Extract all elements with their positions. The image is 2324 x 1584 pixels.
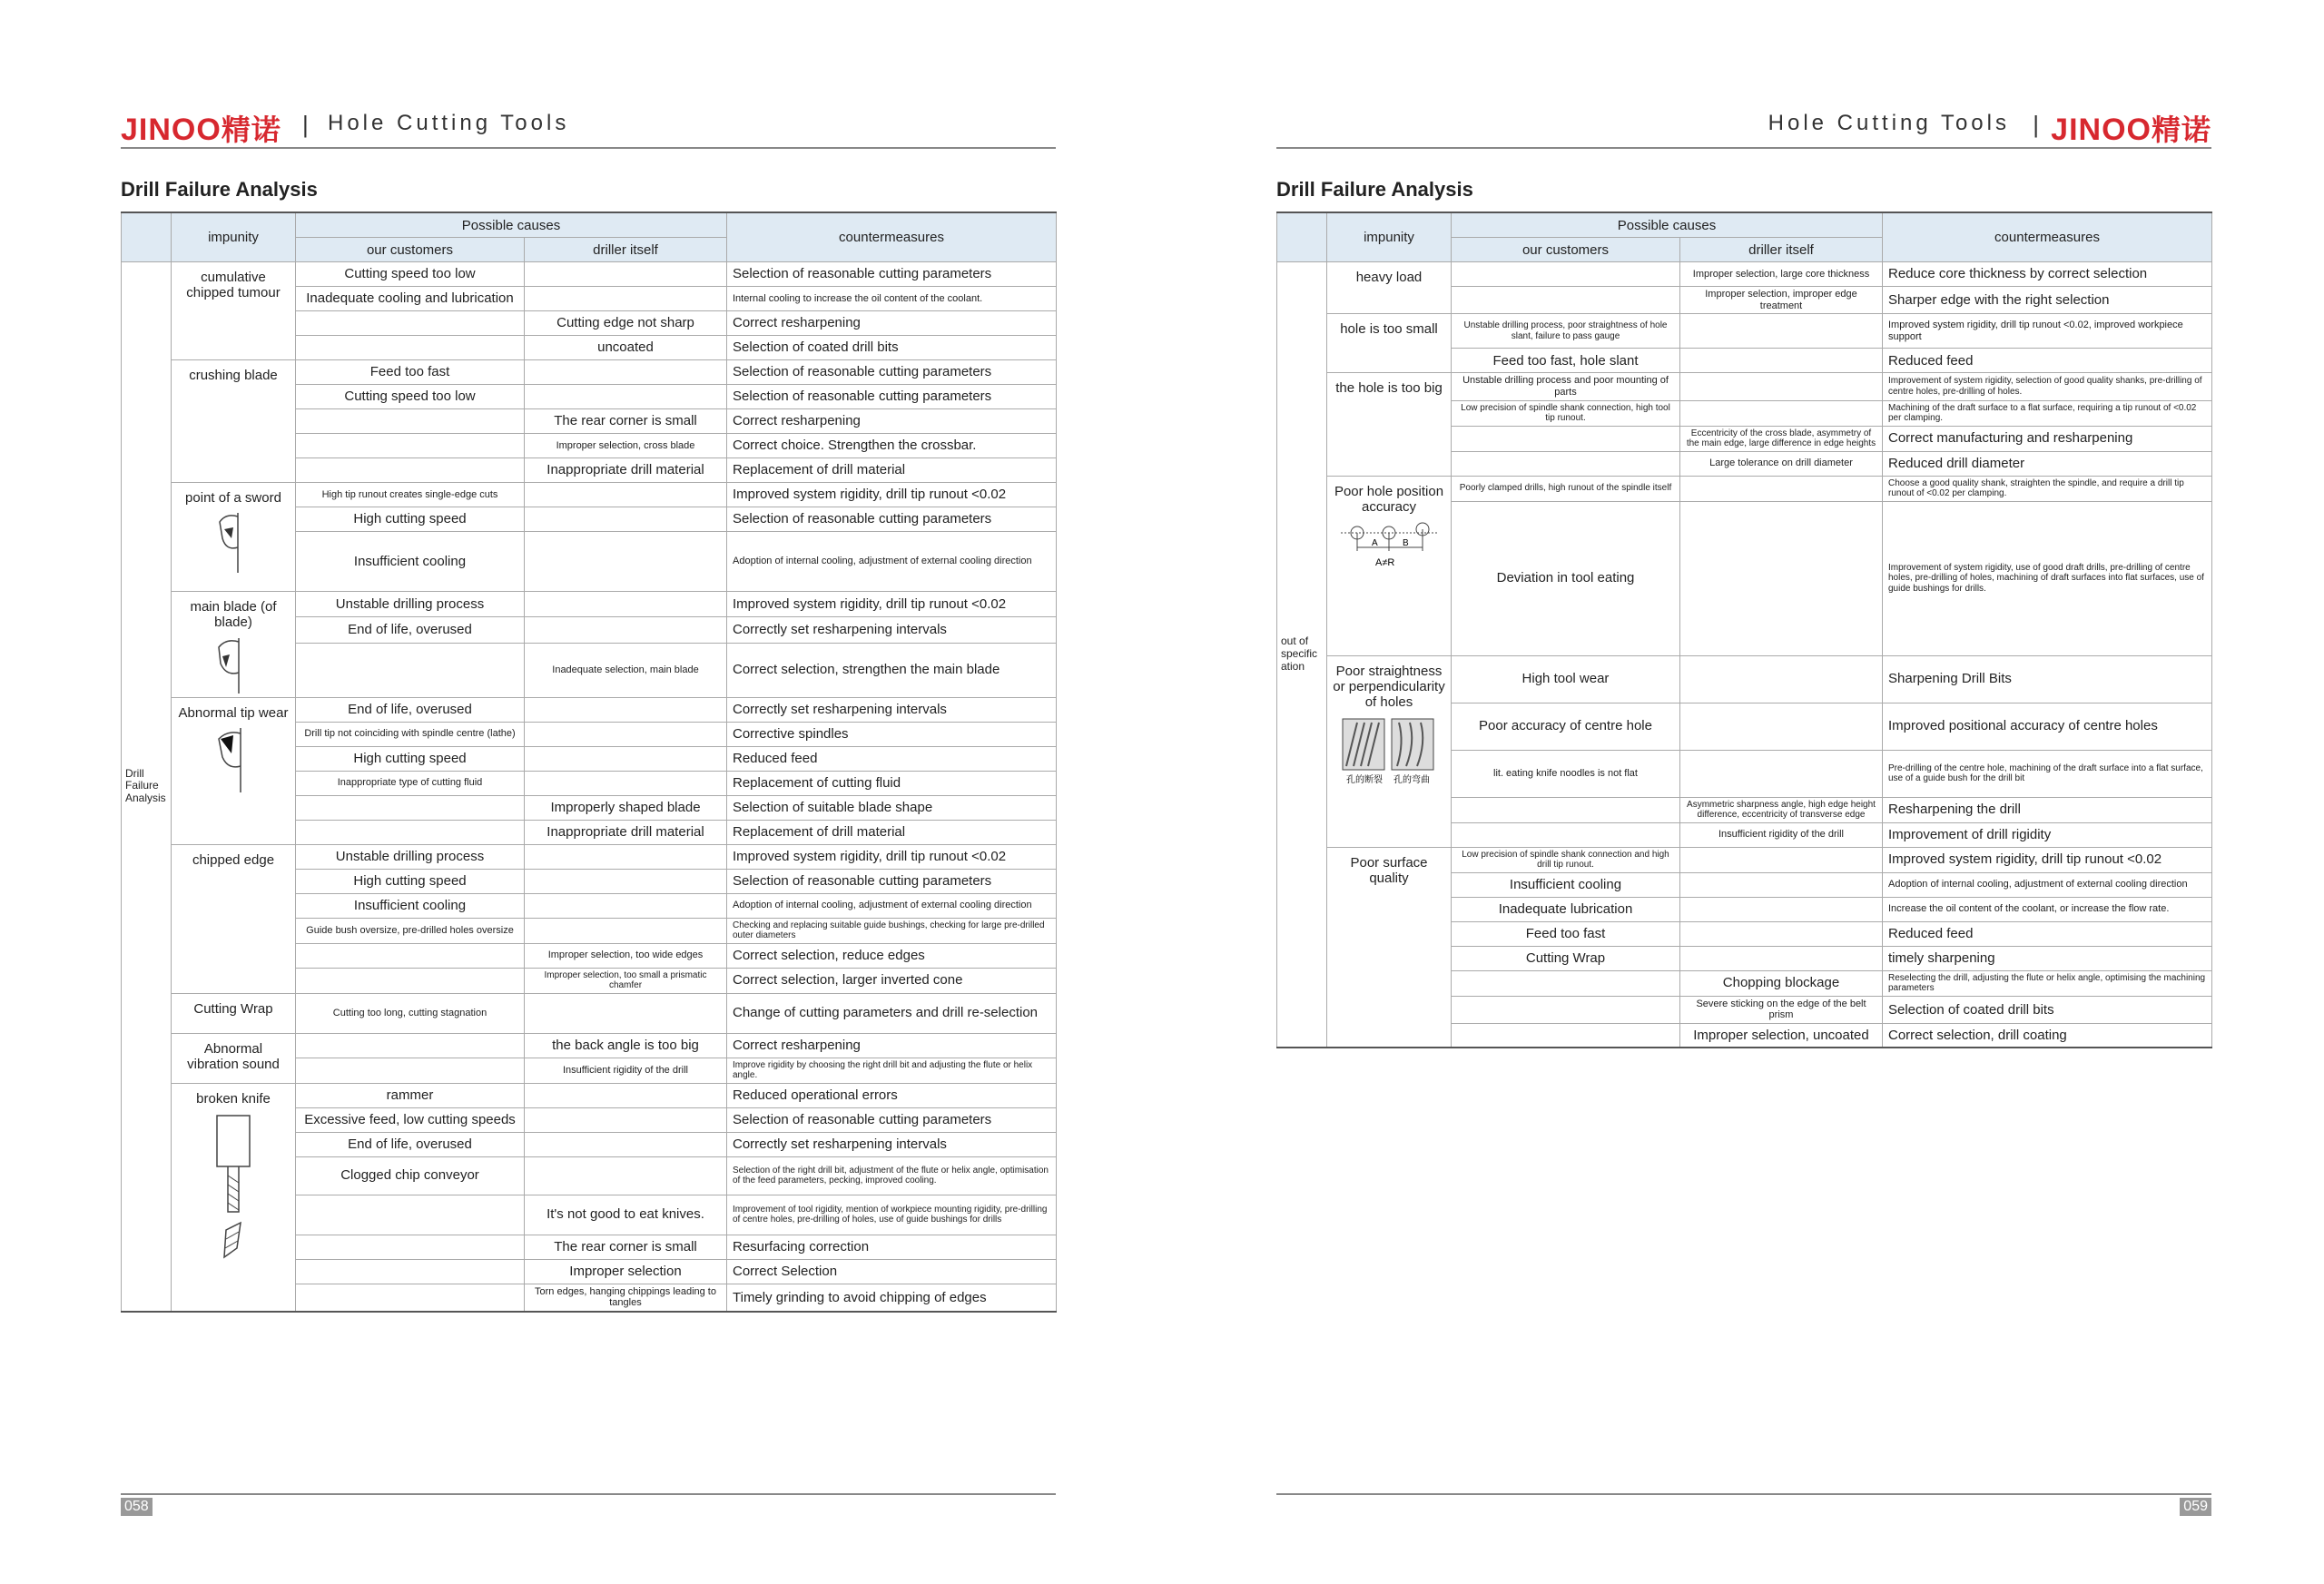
countermeasure-cell: Reduced feed	[727, 746, 1057, 771]
header-blank	[122, 212, 172, 262]
countermeasure-cell: Selection of reasonable cutting parameters	[727, 385, 1057, 409]
header-driller-itself: driller itself	[525, 238, 727, 262]
header-possible-causes: Possible causes	[1452, 212, 1883, 238]
svg-text:孔的断裂: 孔的断裂	[1346, 775, 1383, 786]
impunity-label: hole is too small	[1340, 321, 1438, 338]
cause-customer-cell: High cutting speed	[296, 746, 525, 771]
cause-driller-cell: Improper selection, improper edge treatment	[1680, 287, 1883, 314]
cause-driller-cell: Insufficient rigidity of the drill	[1680, 822, 1883, 847]
cause-driller-cell	[1680, 476, 1883, 501]
cause-driller-cell	[1680, 847, 1883, 872]
cause-customer-cell: Unstable drilling process	[296, 844, 525, 869]
impunity-cell	[172, 592, 296, 698]
cause-driller-cell: Improperly shaped blade	[525, 795, 727, 820]
cause-driller-cell: Asymmetric sharpness angle, high edge height difference, eccentricity of transverse edge	[1680, 797, 1883, 822]
cause-driller-cell	[525, 1132, 727, 1156]
cause-driller-cell: the back angle is too big	[525, 1033, 727, 1058]
table-row	[122, 262, 1057, 287]
cause-customer-cell	[296, 1284, 525, 1312]
page-header	[121, 102, 1056, 149]
countermeasure-cell: Choose a good quality shank, straighten the spindle, and require a drill tip runout of <0.02 per clamping.	[1883, 476, 2212, 501]
cause-customer-cell	[296, 1259, 525, 1284]
cause-customer-cell	[296, 434, 525, 458]
cause-driller-cell: Improper selection, too wide edges	[525, 943, 727, 968]
impunity-label: broken knife	[196, 1090, 271, 1107]
countermeasure-cell: Improved system rigidity, drill tip runout <0.02	[727, 592, 1057, 617]
cause-driller-cell	[1680, 314, 1883, 349]
header-blank	[1277, 212, 1327, 262]
cause-customer-cell: Clogged chip conveyor	[296, 1156, 525, 1195]
countermeasure-cell: Sharper edge with the right selection	[1883, 287, 2212, 314]
table-row	[1277, 655, 2212, 703]
cause-driller-cell	[525, 918, 727, 943]
countermeasure-cell: Reduced feed	[1883, 921, 2212, 946]
countermeasure-cell: Internal cooling to increase the oil content of the coolant.	[727, 287, 1057, 311]
cause-customer-cell: Cutting speed too low	[296, 385, 525, 409]
cause-driller-cell	[1680, 400, 1883, 426]
countermeasure-cell: Improve rigidity by choosing the right drill bit and adjusting the flute or helix angle.	[727, 1058, 1057, 1083]
cause-driller-cell	[525, 360, 727, 385]
cause-driller-cell: Eccentricity of the cross blade, asymmetry of the main edge, large difference in edge heights	[1680, 426, 1883, 451]
cause-customer-cell: Feed too fast	[296, 360, 525, 385]
right-page	[1276, 0, 2211, 1584]
cause-customer-cell: High cutting speed	[296, 507, 525, 532]
cause-driller-cell: Improper selection	[525, 1259, 727, 1284]
cause-customer-cell: Guide bush oversize, pre-drilled holes oversize	[296, 918, 525, 943]
countermeasure-cell: Correct selection, drill coating	[1883, 1023, 2212, 1048]
impunity-label: Abnormal vibration sound	[187, 1040, 280, 1072]
cause-customer-cell: Inappropriate type of cutting fluid	[296, 771, 525, 795]
cause-driller-cell	[525, 869, 727, 893]
cause-driller-cell	[525, 993, 727, 1033]
header-title: Hole Cutting Tools	[1768, 111, 2010, 135]
countermeasure-cell: Improved system rigidity, drill tip runout <0.02	[727, 483, 1057, 507]
header-impunity: impunity	[172, 212, 296, 262]
countermeasure-cell: Corrective spindles	[727, 722, 1057, 746]
cause-customer-cell: End of life, overused	[296, 697, 525, 722]
cause-driller-cell	[1680, 349, 1883, 373]
cause-driller-cell	[525, 262, 727, 287]
cause-customer-cell: Inadequate cooling and lubrication	[296, 287, 525, 311]
cause-driller-cell	[525, 287, 727, 311]
countermeasure-cell: Correct resharpening	[727, 1033, 1057, 1058]
countermeasure-cell: Improvement of system rigidity, selection of good quality shanks, pre-drilling of centre holes, pre-drilling of holes.	[1883, 373, 2212, 400]
countermeasure-cell: Increase the oil content of the coolant, or increase the flow rate.	[1883, 897, 2212, 921]
countermeasure-cell: Reduced operational errors	[727, 1083, 1057, 1107]
page-number: 059	[2180, 1498, 2211, 1516]
cause-customer-cell	[296, 1058, 525, 1083]
table-row	[122, 993, 1057, 1033]
category-cell: out of specific ation	[1277, 262, 1327, 1048]
drill-tip-illustration	[206, 511, 261, 575]
countermeasure-cell: Resurfacing correction	[727, 1235, 1057, 1259]
countermeasure-cell: Selection of suitable blade shape	[727, 795, 1057, 820]
section-title: Drill Failure Analysis	[121, 178, 318, 201]
broken-drill-illustration	[206, 1112, 261, 1266]
cause-customer-cell	[296, 458, 525, 483]
cause-driller-cell	[525, 893, 727, 918]
countermeasure-cell: timely sharpening	[1883, 946, 2212, 970]
impunity-cell	[1327, 847, 1452, 1048]
countermeasure-cell: Reduce core thickness by correct selection	[1883, 262, 2212, 287]
cause-driller-cell	[525, 697, 727, 722]
countermeasure-cell: Correct manufacturing and resharpening	[1883, 426, 2212, 451]
countermeasure-cell: Replacement of drill material	[727, 458, 1057, 483]
cause-customer-cell: Poorly clamped drills, high runout of the spindle itself	[1452, 476, 1680, 501]
cause-customer-cell: Unstable drilling process	[296, 592, 525, 617]
countermeasure-cell: Correctly set resharpening intervals	[727, 617, 1057, 643]
countermeasure-cell: Correct choice. Strengthen the crossbar.	[727, 434, 1057, 458]
countermeasure-cell: Selection of coated drill bits	[1883, 996, 2212, 1023]
jinoo-logo: JINOO精诺	[121, 113, 281, 147]
table-row	[122, 483, 1057, 507]
cause-driller-cell	[1680, 501, 1883, 655]
cause-driller-cell	[1680, 872, 1883, 897]
cause-customer-cell: Inadequate lubrication	[1452, 897, 1680, 921]
impunity-cell	[172, 1083, 296, 1312]
countermeasure-cell: Correct selection, strengthen the main blade	[727, 643, 1057, 697]
countermeasure-cell: Adoption of internal cooling, adjustment of external cooling direction	[1883, 872, 2212, 897]
drill-tip-wear-illustration	[206, 726, 261, 794]
cause-customer-cell	[1452, 262, 1680, 287]
page-header	[1276, 102, 2211, 149]
cause-customer-cell	[1452, 1023, 1680, 1048]
impunity-label: Poor surface quality	[1350, 854, 1428, 886]
cause-customer-cell	[1452, 426, 1680, 451]
failure-table-right	[1276, 212, 2212, 1048]
cause-driller-cell: uncoated	[525, 336, 727, 360]
impunity-label: cumulative chipped tumour	[186, 270, 281, 301]
countermeasure-cell: Replacement of drill material	[727, 820, 1057, 844]
impunity-cell	[172, 483, 296, 592]
header-impunity: impunity	[1327, 212, 1452, 262]
impunity-label: point of a sword	[185, 490, 281, 506]
cause-customer-cell	[296, 968, 525, 993]
table-row	[122, 1083, 1057, 1107]
svg-text:A: A	[1372, 538, 1378, 549]
impunity-cell	[1327, 373, 1452, 476]
cause-customer-cell: Low precision of spindle shank connection and high drill tip runout.	[1452, 847, 1680, 872]
header-separator: |	[2033, 111, 2039, 138]
impunity-cell	[1327, 314, 1452, 373]
header-title: Hole Cutting Tools	[328, 111, 570, 135]
countermeasure-cell: Reselecting the drill, adjusting the flute or helix angle, optimising the machining parameters	[1883, 970, 2212, 996]
table-row	[122, 592, 1057, 617]
cause-driller-cell: Inadequate selection, main blade	[525, 643, 727, 697]
impunity-label: heavy load	[1355, 270, 1423, 285]
cause-customer-cell	[296, 336, 525, 360]
countermeasure-cell: Improved system rigidity, drill tip runout <0.02	[1883, 847, 2212, 872]
cause-driller-cell	[1680, 373, 1883, 400]
impunity-cell	[172, 262, 296, 360]
cause-driller-cell	[525, 1156, 727, 1195]
countermeasure-cell: Correct Selection	[727, 1259, 1057, 1284]
cause-customer-cell: lit. eating knife noodles is not flat	[1452, 750, 1680, 797]
countermeasure-cell: Improvement of tool rigidity, mention of workpiece mounting rigidity, pre-drilling of centre holes, pre-drilling of holes, use of guide bushings for drills	[727, 1195, 1057, 1235]
cause-driller-cell: Improper selection, cross blade	[525, 434, 727, 458]
header-possible-causes: Possible causes	[296, 212, 727, 238]
cause-driller-cell: Improper selection, too small a prismatic chamfer	[525, 968, 727, 993]
impunity-cell	[1327, 262, 1452, 314]
cause-driller-cell	[1680, 921, 1883, 946]
cause-driller-cell	[525, 385, 727, 409]
table-row	[122, 1033, 1057, 1058]
countermeasure-cell: Correctly set resharpening intervals	[727, 697, 1057, 722]
cause-customer-cell	[296, 311, 525, 336]
drill-main-blade-illustration	[206, 636, 261, 695]
countermeasure-cell: Correct selection, larger inverted cone	[727, 968, 1057, 993]
cause-driller-cell	[1680, 655, 1883, 703]
impunity-label: chipped edge	[192, 851, 275, 868]
cause-driller-cell: Torn edges, hanging chippings leading to tangles	[525, 1284, 727, 1312]
cause-driller-cell	[525, 507, 727, 532]
cause-driller-cell	[525, 771, 727, 795]
impunity-label: Poor straightness or perpendicularity of holes	[1333, 663, 1445, 711]
cause-customer-cell: Poor accuracy of centre hole	[1452, 703, 1680, 750]
cause-customer-cell: Drill tip not coinciding with spindle centre (lathe)	[296, 722, 525, 746]
countermeasure-cell: Selection of coated drill bits	[727, 336, 1057, 360]
cause-customer-cell	[296, 643, 525, 697]
impunity-cell	[172, 993, 296, 1033]
cause-driller-cell: The rear corner is small	[525, 1235, 727, 1259]
cause-customer-cell	[296, 943, 525, 968]
countermeasure-cell: Correct resharpening	[727, 409, 1057, 434]
cause-driller-cell: Improper selection, large core thickness	[1680, 262, 1883, 287]
countermeasure-cell: Resharpening the drill	[1883, 797, 2212, 822]
cause-driller-cell: Improper selection, uncoated	[1680, 1023, 1883, 1048]
impunity-label: Cutting Wrap	[193, 1000, 273, 1017]
svg-text:A≠R: A≠R	[1375, 557, 1395, 569]
cause-driller-cell: Large tolerance on drill diameter	[1680, 451, 1883, 476]
impunity-cell	[1327, 655, 1452, 847]
cause-customer-cell: Unstable drilling process and poor mounting of parts	[1452, 373, 1680, 400]
table-row	[122, 844, 1057, 869]
category-cell: Drill Failure Analysis	[122, 262, 172, 1312]
cause-driller-cell	[1680, 703, 1883, 750]
cause-customer-cell: Excessive feed, low cutting speeds	[296, 1107, 525, 1132]
cause-customer-cell: End of life, overused	[296, 617, 525, 643]
header-countermeasures: countermeasures	[727, 212, 1057, 262]
table-row	[1277, 476, 2212, 501]
countermeasure-cell: Improved system rigidity, drill tip runout <0.02	[727, 844, 1057, 869]
cause-customer-cell: Insufficient cooling	[296, 893, 525, 918]
cause-driller-cell	[525, 1083, 727, 1107]
cause-customer-cell: High cutting speed	[296, 869, 525, 893]
countermeasure-cell: Selection of the right drill bit, adjustment of the flute or helix angle, optimisation of the feed parameters, pecking, improved cooling.	[727, 1156, 1057, 1195]
failure-table-left	[121, 212, 1057, 1313]
countermeasure-cell: Correctly set resharpening intervals	[727, 1132, 1057, 1156]
impunity-cell	[172, 360, 296, 483]
header-our-customers: our customers	[296, 238, 525, 262]
cause-customer-cell: High tip runout creates single-edge cuts	[296, 483, 525, 507]
cause-customer-cell: Deviation in tool eating	[1452, 501, 1680, 655]
countermeasure-cell: Improvement of drill rigidity	[1883, 822, 2212, 847]
table-row	[122, 697, 1057, 722]
cause-customer-cell: Feed too fast, hole slant	[1452, 349, 1680, 373]
table-row	[1277, 373, 2212, 400]
header-separator: |	[302, 111, 309, 138]
cause-customer-cell	[1452, 996, 1680, 1023]
cause-driller-cell	[525, 1107, 727, 1132]
countermeasure-cell: Selection of reasonable cutting parameters	[727, 869, 1057, 893]
svg-text:B: B	[1403, 538, 1409, 549]
cause-driller-cell: Chopping blockage	[1680, 970, 1883, 996]
countermeasure-cell: Improved positional accuracy of centre holes	[1883, 703, 2212, 750]
cause-customer-cell	[1452, 287, 1680, 314]
countermeasure-cell: Selection of reasonable cutting parameters	[727, 262, 1057, 287]
cause-customer-cell	[1452, 970, 1680, 996]
cause-customer-cell	[296, 1235, 525, 1259]
cause-driller-cell: Insufficient rigidity of the drill	[525, 1058, 727, 1083]
cause-driller-cell	[525, 746, 727, 771]
svg-text:孔的弯曲: 孔的弯曲	[1393, 775, 1430, 786]
cause-customer-cell	[1452, 822, 1680, 847]
countermeasure-cell: Selection of reasonable cutting parameters	[727, 507, 1057, 532]
cause-driller-cell	[1680, 750, 1883, 797]
cause-driller-cell	[525, 483, 727, 507]
countermeasure-cell: Selection of reasonable cutting parameters	[727, 360, 1057, 385]
countermeasure-cell: Adoption of internal cooling, adjustment of external cooling direction	[727, 532, 1057, 592]
cause-driller-cell: It's not good to eat knives.	[525, 1195, 727, 1235]
table-row	[1277, 262, 2212, 287]
countermeasure-cell: Adoption of internal cooling, adjustment of external cooling direction	[727, 893, 1057, 918]
cause-driller-cell	[525, 722, 727, 746]
countermeasure-cell: Reduced drill diameter	[1883, 451, 2212, 476]
countermeasure-cell: Correct resharpening	[727, 311, 1057, 336]
cause-driller-cell	[1680, 897, 1883, 921]
cause-customer-cell: Insufficient cooling	[296, 532, 525, 592]
cause-customer-cell: Cutting speed too low	[296, 262, 525, 287]
jinoo-logo: JINOO精诺	[2051, 113, 2211, 147]
cause-customer-cell: Cutting too long, cutting stagnation	[296, 993, 525, 1033]
cause-driller-cell	[525, 617, 727, 643]
header-our-customers: our customers	[1452, 238, 1680, 262]
impunity-cell	[172, 697, 296, 844]
cause-driller-cell: Severe sticking on the edge of the belt prism	[1680, 996, 1883, 1023]
table-row	[122, 360, 1057, 385]
countermeasure-cell: Timely grinding to avoid chipping of edges	[727, 1284, 1057, 1312]
page-footer	[121, 1493, 1056, 1495]
cause-customer-cell: Low precision of spindle shank connection, high tool tip runout.	[1452, 400, 1680, 426]
cause-customer-cell	[296, 820, 525, 844]
impunity-label: main blade (of blade)	[190, 599, 277, 631]
cause-customer-cell: High tool wear	[1452, 655, 1680, 703]
hole-position-illustration	[1339, 520, 1439, 575]
section-title: Drill Failure Analysis	[1276, 178, 1473, 201]
impunity-label: Poor hole position accuracy	[1334, 483, 1444, 515]
cause-driller-cell	[525, 844, 727, 869]
cause-driller-cell: Inappropriate drill material	[525, 458, 727, 483]
impunity-cell	[172, 844, 296, 993]
cause-driller-cell: The rear corner is small	[525, 409, 727, 434]
countermeasure-cell: Change of cutting parameters and drill re-selection	[727, 993, 1057, 1033]
cause-customer-cell	[1452, 797, 1680, 822]
cause-customer-cell: Feed too fast	[1452, 921, 1680, 946]
impunity-label: crushing blade	[189, 368, 278, 383]
countermeasure-cell: Pre-drilling of the centre hole, machining of the draft surface into a flat surface, use of a guide bush for the drill bit	[1883, 750, 2212, 797]
countermeasure-cell: Replacement of cutting fluid	[727, 771, 1057, 795]
cause-customer-cell: Cutting Wrap	[1452, 946, 1680, 970]
impunity-cell	[172, 1033, 296, 1083]
cause-customer-cell: Insufficient cooling	[1452, 872, 1680, 897]
left-page	[121, 0, 1056, 1584]
straightness-illustration	[1339, 715, 1439, 788]
cause-customer-cell	[1452, 451, 1680, 476]
cause-customer-cell	[296, 409, 525, 434]
cause-customer-cell	[296, 795, 525, 820]
impunity-label: the hole is too big	[1335, 380, 1443, 397]
table-row	[1277, 314, 2212, 349]
page-footer	[1276, 1493, 2211, 1495]
countermeasure-cell: Correct selection, reduce edges	[727, 943, 1057, 968]
countermeasure-cell: Selection of reasonable cutting parameters	[727, 1107, 1057, 1132]
header-countermeasures: countermeasures	[1883, 212, 2212, 262]
countermeasure-cell: Improved system rigidity, drill tip runout <0.02, improved workpiece support	[1883, 314, 2212, 349]
countermeasure-cell: Reduced feed	[1883, 349, 2212, 373]
cause-customer-cell: rammer	[296, 1083, 525, 1107]
impunity-cell	[1327, 476, 1452, 655]
countermeasure-cell: Improvement of system rigidity, use of good draft drills, pre-drilling of centre holes, pre-drilling of holes, machining of draft surfaces into flat surfaces, use of guide bushings for drills.	[1883, 501, 2212, 655]
header-driller-itself: driller itself	[1680, 238, 1883, 262]
cause-driller-cell	[1680, 946, 1883, 970]
cause-customer-cell: End of life, overused	[296, 1132, 525, 1156]
cause-customer-cell: Unstable drilling process, poor straightness of hole slant, failure to pass gauge	[1452, 314, 1680, 349]
impunity-label: Abnormal tip wear	[178, 704, 289, 721]
cause-driller-cell	[525, 532, 727, 592]
cause-driller-cell	[525, 592, 727, 617]
page-number: 058	[121, 1498, 153, 1516]
countermeasure-cell: Checking and replacing suitable guide bushings, checking for large pre-drilled outer diameters	[727, 918, 1057, 943]
countermeasure-cell: Machining of the draft surface to a flat surface, requiring a tip runout of <0.02 per clamping.	[1883, 400, 2212, 426]
cause-driller-cell: Inappropriate drill material	[525, 820, 727, 844]
cause-customer-cell	[296, 1195, 525, 1235]
cause-driller-cell: Cutting edge not sharp	[525, 311, 727, 336]
countermeasure-cell: Sharpening Drill Bits	[1883, 655, 2212, 703]
cause-customer-cell	[296, 1033, 525, 1058]
table-row	[1277, 847, 2212, 872]
